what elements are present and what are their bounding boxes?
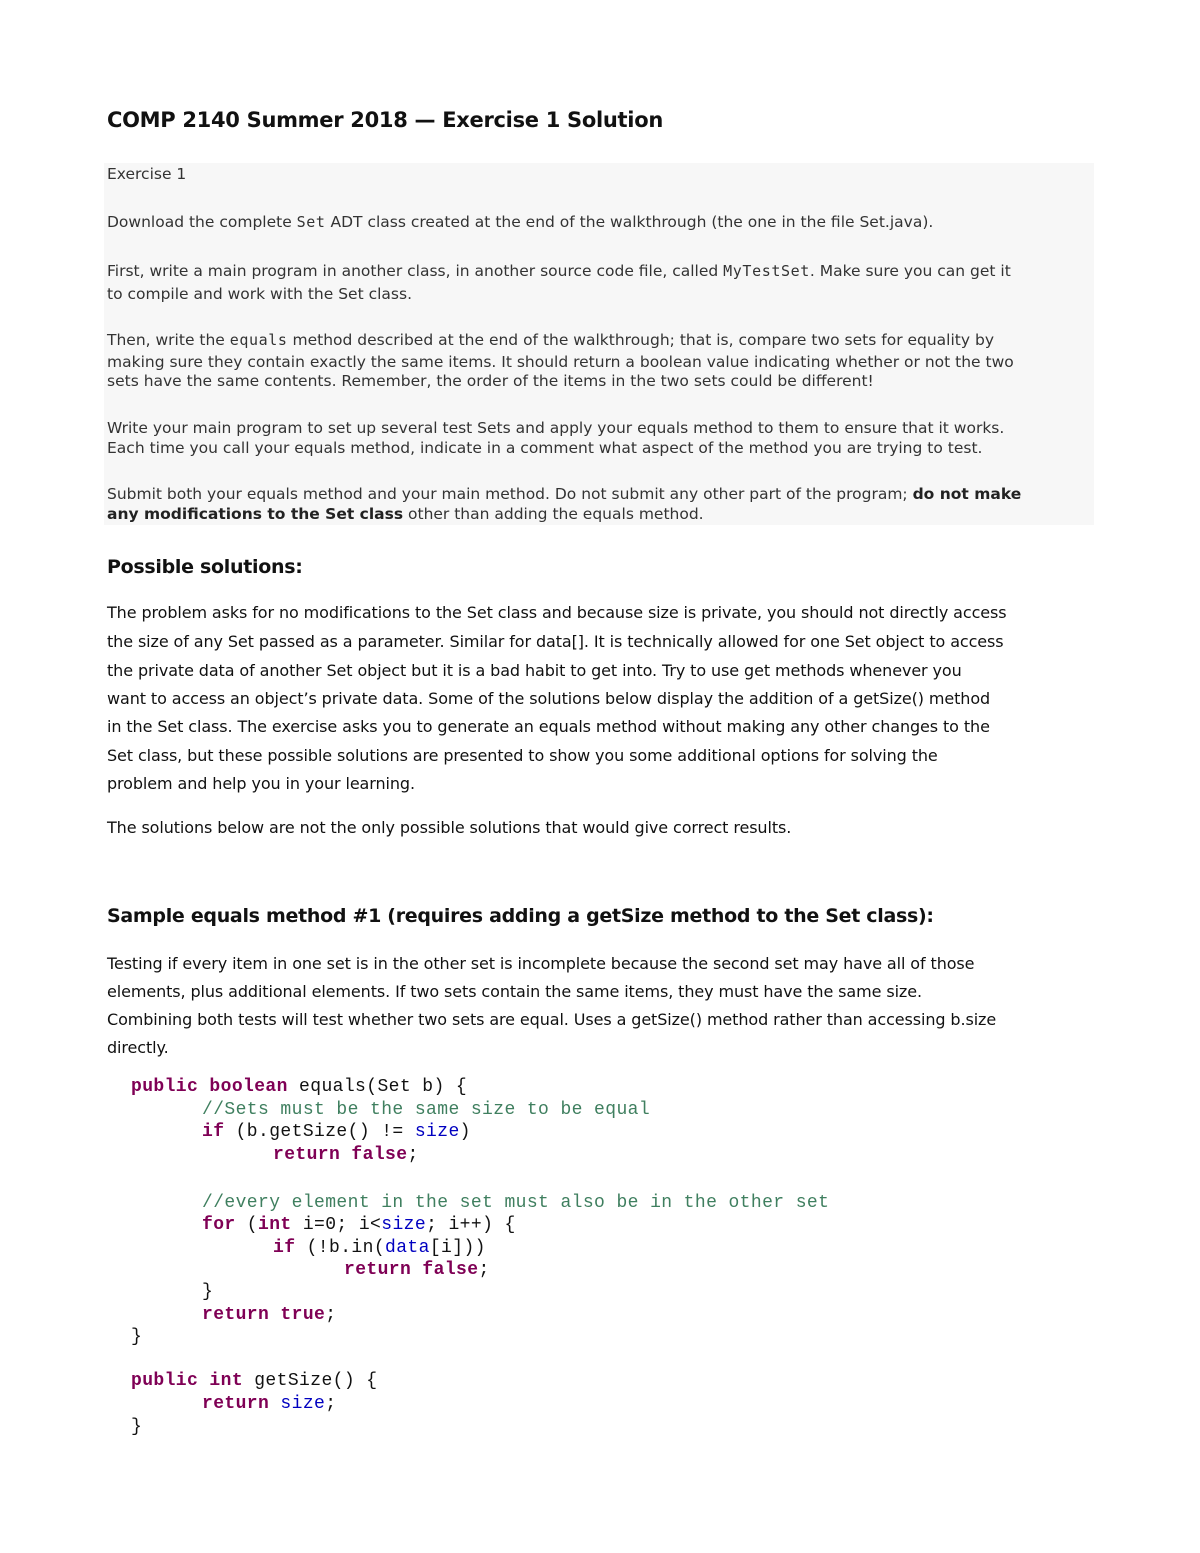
exercise-heading: Exercise 1 (107, 165, 187, 183)
code-comment-text: //every element in the set must also be in the other set (202, 1193, 830, 1213)
code-keyword: int (258, 1215, 292, 1235)
code-text: [i])) (429, 1238, 486, 1258)
text: other than adding the equals method. (403, 505, 704, 523)
code-keyword: public (131, 1077, 199, 1097)
code-text: ; i++) { (426, 1215, 516, 1235)
page-title: COMP 2140 Summer 2018 — Exercise 1 Solution (107, 108, 663, 132)
text: method described at the end of the walkthrough; that is, compare two sets for equality by (287, 331, 994, 349)
code-line (131, 1077, 467, 1097)
code-keyword: if (202, 1122, 225, 1142)
code-text: equals (229, 331, 288, 349)
code-keyword: return (202, 1305, 270, 1325)
code-keyword: return (202, 1394, 270, 1414)
code-field: size (381, 1215, 427, 1235)
code-line (273, 1238, 486, 1258)
code-comment (202, 1100, 650, 1120)
code-line (344, 1260, 490, 1280)
exercise-paragraph-3 (107, 331, 994, 349)
bold-text: any modifications to the Set class (107, 505, 404, 523)
exercise-paragraph-1 (107, 213, 933, 231)
code-keyword: return (344, 1260, 412, 1280)
code-field: data (385, 1238, 430, 1258)
possible-solutions-line: Set class, but these possible solutions are presented to show you some additional options for solving the (107, 746, 938, 765)
code-text: ; (478, 1260, 490, 1280)
code-keyword: if (273, 1238, 296, 1258)
exercise-paragraph-3-line-3: sets have the same contents. Remember, the order of the items in the two sets could be different! (107, 372, 874, 390)
code-text: MyTestSet (723, 262, 810, 280)
sample-1-line: directly. (107, 1038, 169, 1057)
exercise-paragraph-4: Write your main program to set up several test Sets and apply your equals method to them to ensure that it works. (107, 419, 1005, 437)
possible-solutions-heading: Possible solutions: (107, 556, 303, 578)
text: First, write a main program in another class, in another source code file, called (107, 262, 724, 280)
code-keyword: public (131, 1371, 199, 1391)
code-line (202, 1394, 336, 1414)
code-line (202, 1282, 213, 1302)
text: Download the complete (107, 213, 297, 231)
code-text: i=0; i< (291, 1215, 382, 1235)
text: Then, write the (107, 331, 230, 349)
code-text: (b.getSize() != (224, 1122, 415, 1142)
code-keyword: false (422, 1260, 479, 1280)
code-text: ; (407, 1145, 419, 1165)
code-text: } (131, 1417, 143, 1437)
exercise-paragraph-5-line-2 (107, 505, 704, 523)
exercise-paragraph-4-line-2: Each time you call your equals method, indicate in a comment what aspect of the method you are trying to test. (107, 439, 983, 457)
code-comment-text: //Sets must be the same size to be equal (202, 1100, 651, 1120)
sample-1-line: elements, plus additional elements. If two sets contain the same items, they must have the same size. (107, 982, 922, 1001)
code-text: ; (325, 1305, 337, 1325)
text: . Make sure you can get it (809, 262, 1011, 280)
possible-solutions-line: the private data of another Set object but it is a bad habit to get into. Try to use get methods whenever you (107, 661, 962, 680)
exercise-paragraph-2 (107, 262, 1011, 280)
code-keyword: for (202, 1215, 236, 1235)
possible-solutions-line: the size of any Set passed as a parameter. Similar for data[]. It is technically allowed for one Set object to access (107, 632, 1004, 651)
sample-1-line: Combining both tests will test whether two sets are equal. Uses a getSize() method rather than accessing b.size (107, 1010, 997, 1029)
code-line (273, 1145, 419, 1165)
code-text: getSize() { (243, 1371, 378, 1391)
exercise-paragraph-3-line-2: making sure they contain exactly the same items. It should return a boolean value indicating whether or not the two (107, 353, 1014, 371)
code-keyword: int (209, 1371, 244, 1391)
code-keyword: true (280, 1305, 326, 1325)
solutions-note: The solutions below are not the only possible solutions that would give correct results. (107, 818, 792, 837)
code-line (202, 1215, 516, 1235)
possible-solutions-line: want to access an object’s private data. Some of the solutions below display the addition of a getSize() method (107, 689, 991, 708)
code-keyword: boolean (209, 1077, 288, 1097)
code-keyword: false (351, 1145, 408, 1165)
code-line (131, 1417, 142, 1437)
possible-solutions-line: The problem asks for no modifications to the Set class and because size is private, you should not directly access (107, 603, 1007, 622)
code-keyword: return (273, 1145, 341, 1165)
code-line (131, 1371, 377, 1391)
code-line (131, 1327, 142, 1347)
code-comment (202, 1193, 829, 1213)
possible-solutions-line: problem and help you in your learning. (107, 774, 415, 793)
code-field: size (280, 1394, 326, 1414)
code-text: ) (459, 1122, 471, 1142)
sample-1-line: Testing if every item in one set is in the other set is incomplete because the second set may have all of those (107, 954, 975, 973)
code-text: } (202, 1282, 214, 1302)
sample-1-heading: Sample equals method #1 (requires adding a getSize method to the Set class): (107, 905, 934, 927)
code-line (202, 1122, 471, 1142)
code-text: (!b.in( (295, 1238, 386, 1258)
code-field: size (414, 1122, 460, 1142)
code-text: Set (296, 213, 326, 231)
code-text: ; (325, 1394, 337, 1414)
possible-solutions-line: in the Set class. The exercise asks you to generate an equals method without making any other changes to the (107, 717, 990, 736)
exercise-paragraph-5 (107, 485, 1021, 503)
text: Submit both your equals method and your main method. Do not submit any other part of the program; (107, 485, 913, 503)
code-text: equals(Set b) { (287, 1077, 468, 1097)
code-text: ( (235, 1215, 259, 1235)
text: ADT class created at the end of the walkthrough (the one in the file Set.java). (325, 213, 934, 231)
exercise-paragraph-2-line-2: to compile and work with the Set class. (107, 285, 412, 303)
code-line (202, 1305, 336, 1325)
bold-text: do not make (912, 485, 1022, 503)
code-text: } (131, 1327, 143, 1347)
